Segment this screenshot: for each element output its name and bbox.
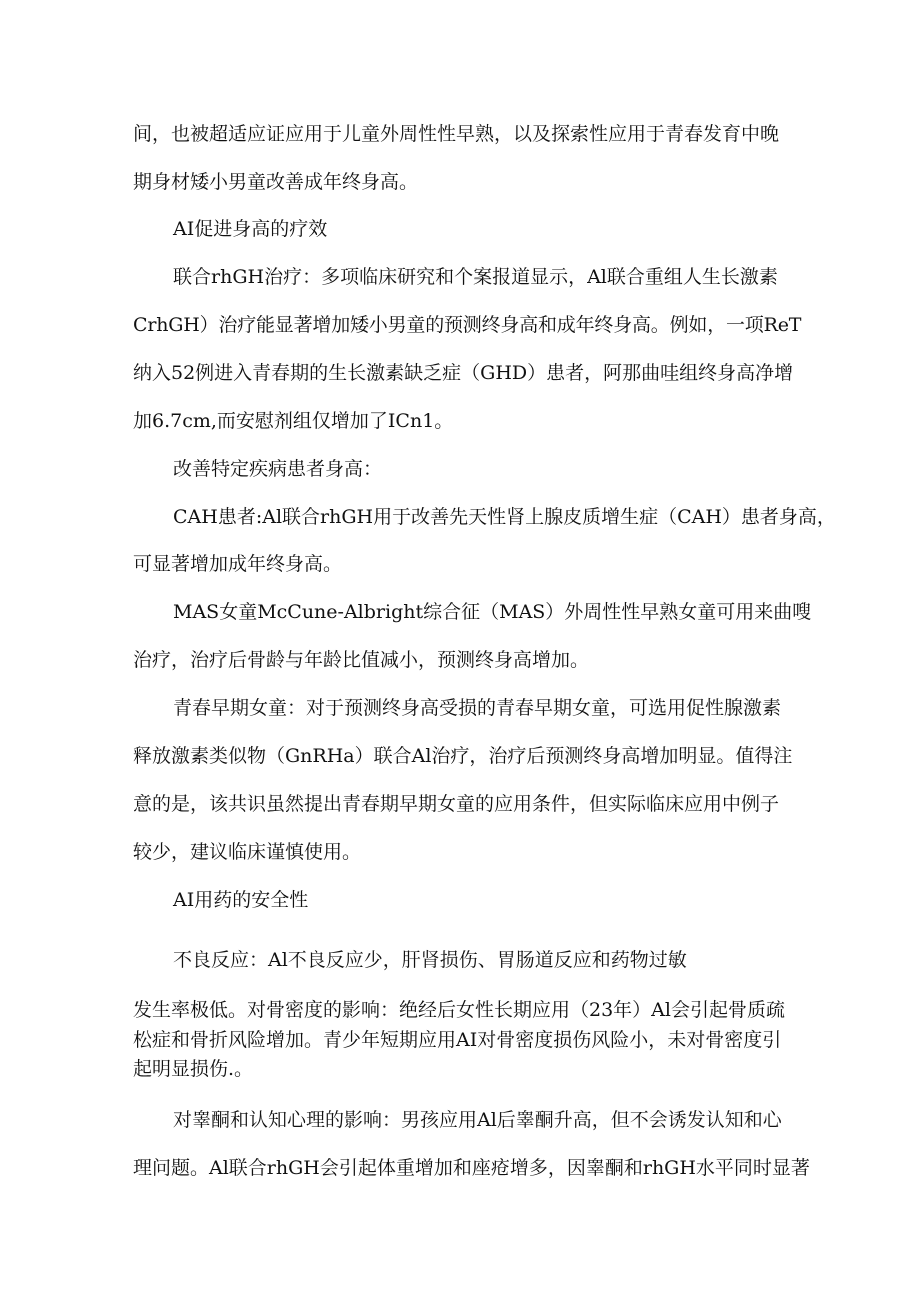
- text-line-12: 治疗，治疗后骨龄与年龄比值减小，预测终身高增加。: [133, 649, 590, 671]
- text-line-10: 可显著增加成年终身高。: [133, 553, 343, 575]
- text-line-7: 加6.7cm,而安慰剂组仅增加了ICn1。: [133, 410, 454, 432]
- text-line-13: 青春早期女童：对于预测终身高受损的青春早期女童，可选用促性腺激素: [173, 697, 782, 719]
- text-line-2: 期身材矮小男童改善成年终身高。: [133, 171, 419, 193]
- section-heading-ai-safety: AI用药的安全性: [173, 889, 309, 911]
- text-line-16: 较少，建议临床谨慎使用。: [133, 841, 362, 863]
- section-heading-ai-height-effect: AI促进身高的疗效: [173, 218, 328, 240]
- text-line-19: 发生率极低。对骨密度的影响：绝经后女性长期应用（23年）Al会引起骨质疏: [133, 999, 785, 1021]
- text-line-1: 间，也被超适应证应用于儿童外周性性早熟，以及探索性应用于青春发育中晚: [133, 123, 780, 145]
- text-line-23: 理问题。Al联合rhGH会引起体重增加和座疮增多，因睾酮和rhGH水平同时显著: [133, 1157, 810, 1179]
- text-line-21: 起明显损伤.。: [133, 1058, 254, 1080]
- text-line-5: CrhGH）治疗能显著增加矮小男童的预测终身高和成年终身高。例如，一项ReT: [133, 314, 802, 336]
- section-heading-special-conditions: 改善特定疾病患者身高：: [173, 458, 383, 480]
- text-line-22: 对睾酮和认知心理的影响：男孩应用Al后睾酮升高，但不会诱发认知和心: [173, 1109, 782, 1131]
- text-line-6: 纳入52例进入青春期的生长激素缺乏症（GHD）患者，阿那曲哇组终身高净增: [133, 362, 794, 384]
- text-line-14: 释放激素类似物（GnRHa）联合Al治疗，治疗后预测终身高增加明显。值得注: [133, 745, 793, 767]
- text-line-4: 联合rhGH治疗：多项临床研究和个案报道显示，Al联合重组人生长激素: [173, 266, 778, 288]
- text-line-18: 不良反应：Al不良反应少，肝肾损伤、胃肠道反应和药物过敏: [173, 949, 687, 971]
- text-line-15: 意的是，该共识虽然提出青春期早期女童的应用条件，但实际临床应用中例子: [133, 793, 780, 815]
- text-line-11: MAS女童McCune-Albright综合征（MAS）外周性性早熟女童可用来曲嗖: [173, 601, 812, 623]
- text-line-9: CAH患者:Al联合rhGH用于改善先天性肾上腺皮质增生症（CAH）患者身高，: [173, 506, 836, 528]
- text-line-20: 松症和骨折风险增加。青少年短期应用AI对骨密度损伤风险小，未对骨密度引: [133, 1029, 782, 1051]
